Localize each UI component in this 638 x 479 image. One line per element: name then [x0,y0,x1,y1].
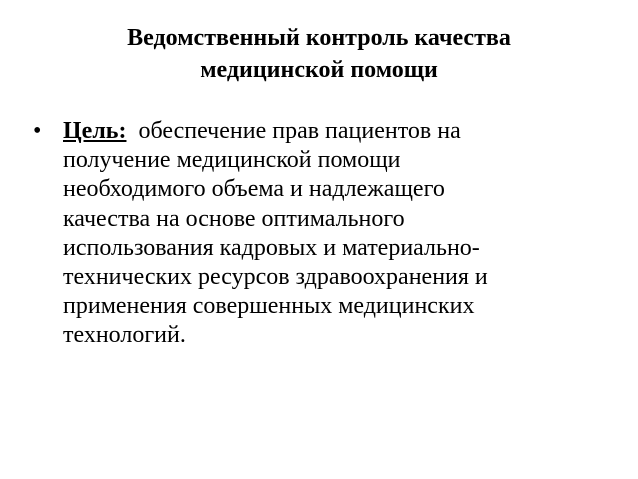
goal-line-7: применения совершенных медицинских [63,293,475,320]
goal-line-3: необходимого объема и надлежащего [63,176,445,203]
goal-text [63,117,613,351]
slide-title [0,22,638,86]
bullet-dot-icon: • [33,118,42,144]
goal-line-2: получение медицинской помощи [63,147,401,174]
title-line-1: Ведомственный контроль качества [127,25,511,51]
title-line-2: медицинской помощи [200,57,438,83]
goal-line-8: технологий. [63,322,186,349]
goal-line-1 [63,117,613,146]
goal-line-6: технических ресурсов здравоохранения и [63,264,488,291]
goal-line-4: качества на основе оптимального [63,205,405,232]
goal-line-1-text: обеспечение прав пациентов на [138,118,461,144]
goal-line-5: использования кадровых и материально- [63,234,480,261]
goal-label: Цель: [63,118,127,144]
